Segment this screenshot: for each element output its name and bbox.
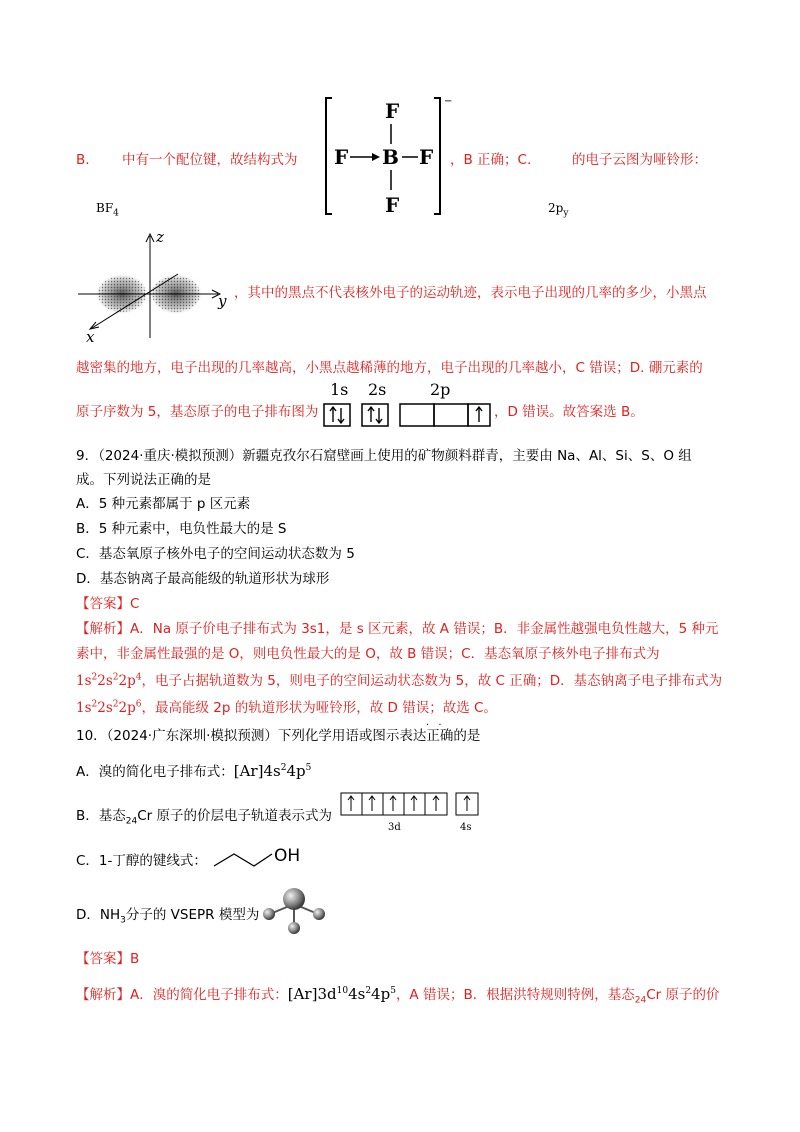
q9-analysis3: $1s^22s^22p^4$，电子占据轨道数为 5，则电子的空间运动状态数为 5，故 C 正确；D．基态钠离子电子排布式为	[76, 672, 723, 689]
q9-stem1: 9．（2024·重庆·模拟预测）新疆克孜尔石窟壁画上使用的矿物颜料群青，主要由 Na、Al、Si、S、O 组	[76, 448, 692, 464]
q10-answer: 【答案】B	[76, 951, 140, 967]
c-item-line2: 越密集的地方，电子出现的几率越高，小黑点越稀薄的地方，电子出现的几率越小，C 错误；D. 硼元素的	[76, 360, 703, 376]
q10-stem: 10．（2024·广东深圳·模拟预测）下列化学用语或图示表达正确的是	[76, 728, 481, 744]
q10-analysis1: 【解析】A．溴的简化电子排布式：$[Ar]3d^{10}4s^24p^5$，A 错误；B．根据洪特规则特例，基态$_{24}$Cr 原子的价	[76, 985, 720, 1006]
q9-option-a: A．5 种元素都属于 p 区元素	[76, 496, 251, 512]
atom-f-top: F	[385, 99, 400, 123]
label-3d: 3d	[388, 822, 401, 833]
q9-option-d: D．基态钠离子最高能级的轨道形状为球形	[76, 571, 330, 587]
q10-option-b: B．基态$_{24}$Cr 原子的价层电子轨道表示式为	[76, 808, 332, 827]
b-item-text1: 中有一个配位键，故结构式为	[122, 152, 298, 168]
axis-x-label: x	[86, 328, 95, 344]
bf4-structure	[322, 94, 462, 218]
q9-stem2: 成。下列说法正确的是	[76, 472, 211, 488]
p-orbital-label: $2p_y$	[548, 201, 569, 219]
oh-label: OH	[274, 846, 301, 866]
q9-answer: 【答案】C	[76, 596, 140, 612]
atom-b-center: B	[382, 145, 399, 169]
cloud-text: ，其中的黑点不代表核外电子的运动轨迹，表示电子出现的几率的多少，小黑点	[234, 285, 707, 301]
cr-orbital-diagram	[340, 792, 486, 834]
q10-option-a: A．溴的简化电子排布式：$[Ar]4s^24p^5$	[76, 762, 312, 780]
charge: −	[444, 96, 453, 107]
bf4-formula: $BF_4$	[96, 201, 119, 219]
axis-y-label: y	[218, 292, 227, 310]
c-item-line3: 原子序数为 5，基态原子的电子排布图为	[76, 404, 319, 420]
electron-cloud-diagram	[74, 226, 244, 344]
butanol-skeletal	[212, 844, 304, 872]
label-4s: 4s	[460, 822, 472, 833]
label-2s: 2s	[368, 380, 387, 399]
q10-option-d: D．$NH_3$分子的 VSEPR 模型为	[76, 907, 260, 926]
atom-f-right: F	[419, 145, 434, 169]
emphasis-dots: · ·	[426, 720, 445, 731]
atom-f-left: F	[334, 145, 349, 169]
b-item-text3: 的电子云图为哑铃形：	[572, 152, 707, 168]
b-item-label: B.	[76, 152, 90, 168]
axis-z-label: z	[156, 228, 164, 246]
q9-analysis2: 素中，非金属性最强的是 O，则电负性最大的是 O，故 B 错误；C．基态氧原子核外电子排布式为	[76, 646, 660, 662]
boron-orbital-diagram	[322, 380, 492, 430]
q10-option-c: C．1-丁醇的键线式：	[76, 853, 207, 869]
nh3-vsepr-model	[262, 886, 326, 936]
q9-option-c: C．基态氧原子核外电子的空间运动状态数为 5	[76, 546, 355, 562]
b-item-text2: ，B 正确；C.	[450, 152, 532, 168]
c-item-line3-end: ，D 错误。故答案选 B。	[494, 404, 644, 420]
q9-analysis1: 【解析】A．Na 原子价电子排布式为 3s1，是 s 区元素，故 A 错误；B．非金属性越强电负性越大，5 种元	[76, 621, 719, 637]
label-1s: 1s	[330, 380, 349, 399]
q9-analysis4: $1s^22s^22p^6$，最高能级 2p 的轨道形状为哑铃形，故 D 错误；故选 C。	[76, 699, 497, 716]
label-2p: 2p	[430, 380, 451, 399]
atom-f-bottom: F	[385, 193, 400, 217]
q9-option-b: B．5 种元素中，电负性最大的是 S	[76, 521, 287, 537]
